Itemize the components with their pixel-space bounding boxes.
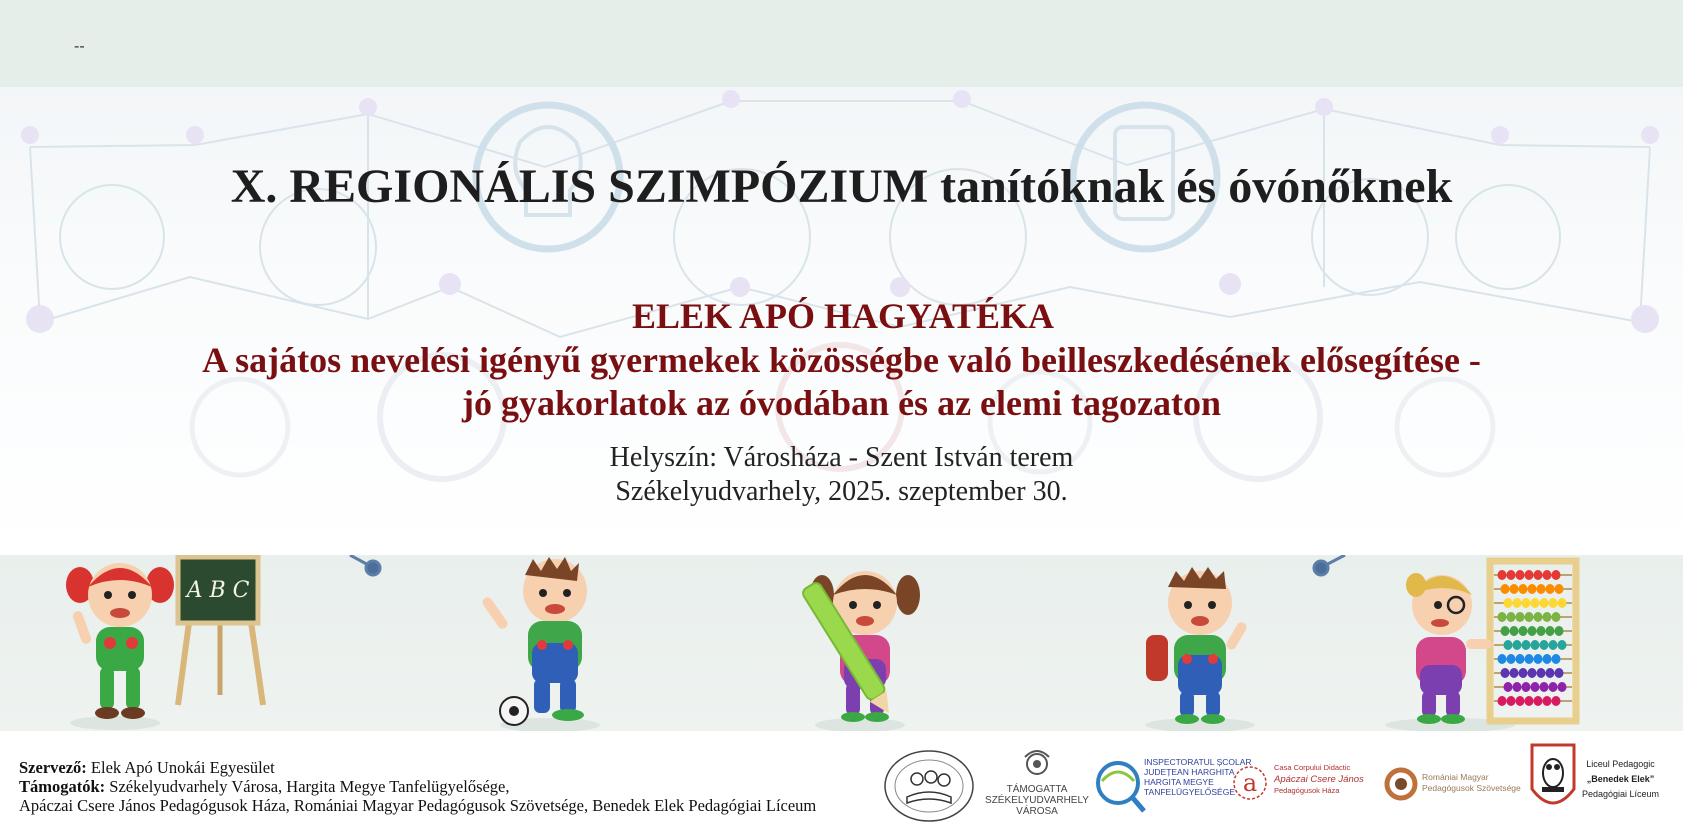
lyceum-line-1: Liceul Pedagogic [1586,759,1655,769]
theme-heading: ELEK APÓ HAGYATÉKA [631,296,1055,336]
lyceum-logo [1528,739,1678,831]
organizer-line [19,758,816,777]
letter-a-icon [1232,765,1268,801]
supporters-label: Támogatók: [19,777,106,796]
organizer-label: Szervező: [19,758,87,777]
city-logo-line-3: VÁROSA [1016,806,1058,817]
rmpsz-line-1: Romániai Magyar [1422,772,1489,782]
girl-with-pencil-illustration [790,555,930,731]
lyceum-line-3: Pedagógiai Líceum [1582,789,1660,799]
abacus-icon [1490,561,1576,721]
city-logo [985,749,1089,823]
inspectorate-logo [1094,755,1252,819]
svg-text:a: a [1242,769,1258,797]
lyceum-line-2: „Benedek Elek” [1586,774,1655,784]
inspectorate-line-1: INSPECTORATUL ȘCOLAR [1144,757,1252,767]
rmpsz-emblem-icon [1384,767,1418,801]
footer [0,731,1683,834]
chalkboard-icon [178,557,263,705]
children-illustration-strip [0,555,1683,731]
top-bar-mark: -- [74,38,85,55]
organizer-name: Elek Apó Unokái Egyesület [90,758,275,777]
boy-with-ball-illustration [480,555,630,731]
teachers-house-line-2: Apáczai Csere János [1274,774,1364,785]
supporters-line-2: Apáczai Csere János Pedagógusok Háza, Romániai Magyar Pedagógusok Szövetsége, Benedek Elek Pedagógiai Líceum [19,796,817,815]
credits-block [19,758,816,815]
theme-subtitle-line-2: jó gyakorlatok az óvodában és az elemi tagozaton [462,383,1221,423]
event-place-date: Székelyudvarhely, 2025. szeptember 30. [615,476,1068,507]
rmpsz-line-2: Pedagógusok Szövetsége [1422,783,1521,793]
girl-with-chalkboard-illustration [60,555,290,731]
event-venue: Helyszín: Városháza - Szent István terem [609,442,1074,473]
event-title: X. REGIONÁLIS SZIMPÓZIUM tanítóknak és óvónőknek [230,160,1453,213]
inspectorate-line-3: HARGITA MEGYE [1144,777,1214,787]
city-logo-line-2: SZÉKELYUDVARHELY [985,795,1089,806]
association-logo [883,749,975,823]
boy-with-backpack-illustration [1140,555,1270,731]
teachers-house-logo [1232,761,1367,807]
girl-with-abacus-illustration [1390,555,1580,731]
city-emblem-icon [985,749,1089,779]
theme-subtitle-line-1: A sajátos nevelési igényű gyermekek közösségbe való beilleszkedésének elősegítése - [202,340,1481,380]
teachers-house-line-1: Casa Corpului Didactic [1274,763,1351,772]
event-banner [0,87,1683,555]
top-bar [0,0,1683,87]
rmpsz-logo [1384,767,1524,803]
owl-crest-icon [1528,739,1578,817]
supporters-text-1: Székelyudvarhely Városa, Hargita Megye Tanfelügyelősége, [109,777,510,796]
teachers-house-line-3: Pedagógusok Háza [1274,786,1340,795]
supporters-line-1 [19,777,816,796]
inspectorate-line-2: JUDEȚEAN HARGHITA [1144,767,1235,777]
magnifier-icon [1094,759,1146,813]
chalkboard-text: A B C [186,578,250,603]
inspectorate-line-4: TANFELÜGYELŐSÉGE [1144,787,1236,797]
city-logo-line-1: TÁMOGATTA [1006,784,1068,795]
